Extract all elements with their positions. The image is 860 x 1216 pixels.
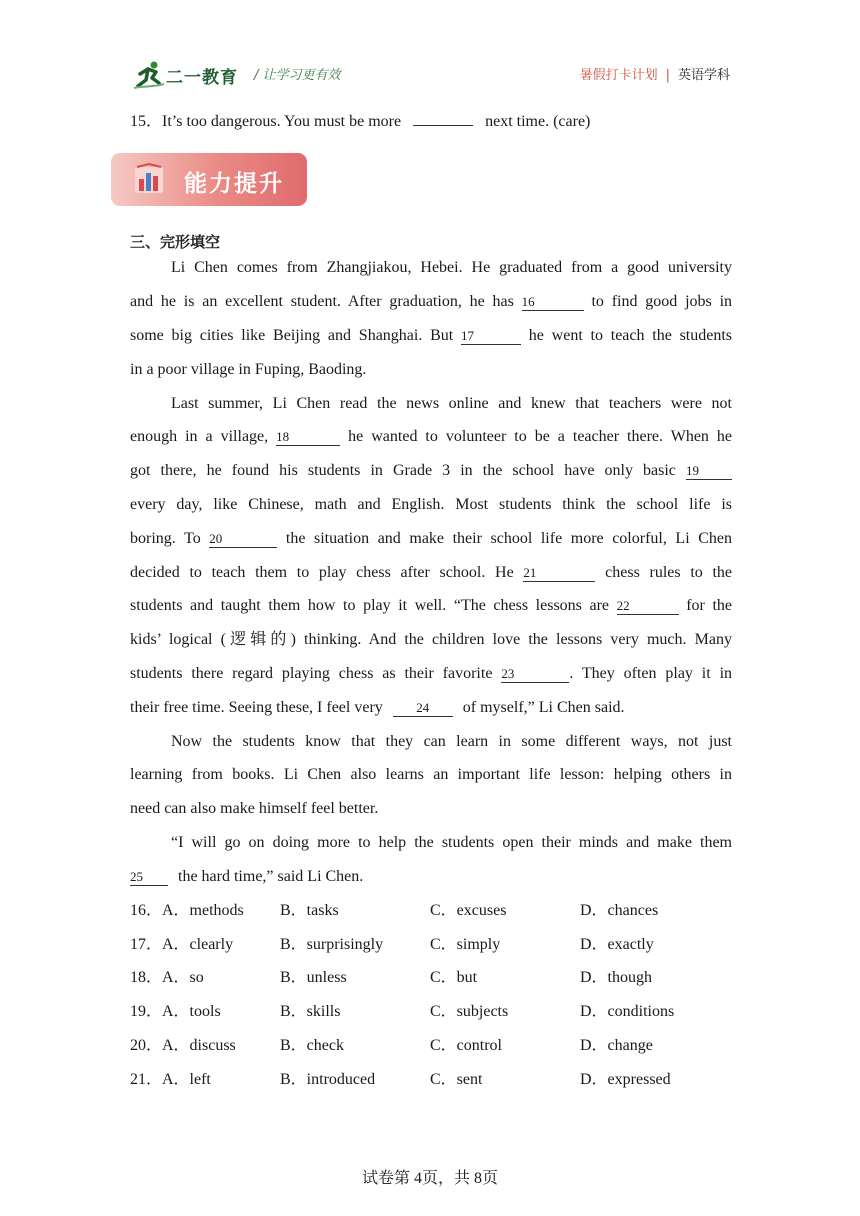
option-a[interactable]: 18．A．so [130,969,204,986]
option-row [130,968,750,988]
passage-line: learning from books. Li Chen also learns an important life lesson: helping others in [130,766,732,783]
passage-line [130,867,732,887]
option-a[interactable]: 19．A．tools [130,1003,221,1020]
blank-20[interactable]: 20 [209,531,277,548]
passage-line: Now the students know that they can learn in some different ways, not just [171,733,732,750]
blank-19[interactable]: 19 [686,463,732,480]
q15-blank[interactable] [413,125,473,126]
option-d[interactable]: D．chances [580,902,659,919]
blank-24[interactable]: 24 [393,700,453,717]
passage-line [130,664,732,684]
option-b[interactable]: B．check [280,1037,344,1054]
q15-text: 15．It’s too dangerous. You must be more [130,113,402,130]
option-d[interactable]: D．exactly [580,936,654,953]
passage-line: Li Chen comes from Zhangjiakou, Hebei. He graduated from a good university [171,259,732,276]
passage-line [130,596,732,616]
blank-25[interactable]: 25 [130,869,168,886]
option-b[interactable]: B．unless [280,969,347,986]
header-right [580,64,730,83]
passage-line [130,529,732,549]
passage-line: kids’ logical (逻辑的) thinking. And the children love the lessons very much. Many [130,631,732,648]
passage-text: for the [686,597,733,614]
option-d[interactable]: D．though [580,969,653,986]
passage-text: of myself,” Li Chen said. [462,699,625,716]
option-a[interactable]: 16．A．methods [130,902,244,919]
option-a[interactable]: 17．A．clearly [130,936,234,953]
books-chart-icon [133,163,165,197]
passage-line [130,698,732,718]
option-row [130,1002,750,1022]
passage-line [130,427,732,447]
option-c[interactable]: C．simply [430,936,501,953]
blank-23[interactable]: 23 [501,666,569,683]
passage-text: he went to teach the students [528,327,733,344]
plan-label: 暑假打卡计划 [579,68,658,83]
option-c[interactable]: C．subjects [430,1003,509,1020]
runner-logo-icon [132,60,166,90]
passage-text: students there regard playing chess as their favorite [130,665,493,682]
option-b[interactable]: B．surprisingly [280,936,384,953]
q15-hint: next time. (care) [485,113,591,130]
passage-line [130,326,732,346]
option-a[interactable]: 20．A．discuss [130,1037,236,1054]
option-d[interactable]: D．expressed [580,1071,671,1088]
passage-line: every day, like Chinese, math and English. Most students think the school life is [130,496,732,513]
passage-text: chess rules to the [605,564,733,581]
blank-22[interactable]: 22 [617,598,679,615]
passage-text: the hard time,” said Li Chen. [178,868,364,885]
passage-text: . They often play it in [569,665,733,682]
passage-text: students and taught them how to play it well. “The chess lessons are [130,597,610,614]
passage-text: some big cities like Beijing and Shanghai. But [130,327,454,344]
option-c[interactable]: C．but [430,969,478,986]
passage-line: need can also make himself feel better. [130,800,379,817]
passage-line: Last summer, Li Chen read the news online and knew that teachers were not [171,395,732,412]
slogan: / 让学习更有效 [254,68,341,83]
option-b[interactable]: B．tasks [280,902,339,919]
passage-text: the situation and make their school life more colorful, Li Chen [285,530,732,547]
blank-21[interactable]: 21 [523,565,595,582]
passage-text: enough in a village, [130,428,269,445]
subject-label: 英语学科 [677,68,730,83]
option-c[interactable]: C．excuses [430,902,507,919]
passage-text: their free time. Seeing these, I feel very [130,699,383,716]
blank-18[interactable]: 18 [276,429,340,446]
passage-text: decided to teach them to play chess after school. He [130,564,514,581]
passage-text: boring. To [130,530,201,547]
option-row [130,935,750,955]
passage-line [130,461,732,481]
option-d[interactable]: D．conditions [580,1003,675,1020]
passage-line: “I will go on doing more to help the students open their minds and make them [171,834,732,851]
blank-16[interactable]: 16 [522,294,584,311]
logo-text: 二一教育 [166,68,238,88]
option-row [130,1036,750,1056]
passage-text: and he is an excellent student. After graduation, he has [130,293,514,310]
option-row [130,1070,750,1090]
question-15 [130,112,732,132]
passage-line: in a poor village in Fuping, Baoding. [130,361,367,378]
option-a[interactable]: 21．A．left [130,1071,211,1088]
option-c[interactable]: C．control [430,1037,502,1054]
passage-line [130,292,732,312]
option-d[interactable]: D．change [580,1037,653,1054]
ability-banner [111,153,307,206]
passage-text: got there, he found his students in Grade 3 in the school have only basic [130,462,676,479]
passage-line [130,563,732,583]
blank-17[interactable]: 17 [461,328,521,345]
brand-logo [132,60,242,90]
passage-text: to find good jobs in [591,293,733,310]
passage-text: he wanted to volunteer to be a teacher there. When he [348,428,733,445]
option-c[interactable]: C．sent [430,1071,483,1088]
page-header [130,60,730,90]
option-b[interactable]: B．introduced [280,1071,376,1088]
page-footer: 试卷第 4页，共 8页 [361,1170,498,1187]
option-row [130,901,750,921]
option-b[interactable]: B．skills [280,1003,341,1020]
section-title: 三、完形填空 [130,233,221,251]
header-separator: | [665,68,670,83]
banner-title: 能力提升 [184,171,284,197]
